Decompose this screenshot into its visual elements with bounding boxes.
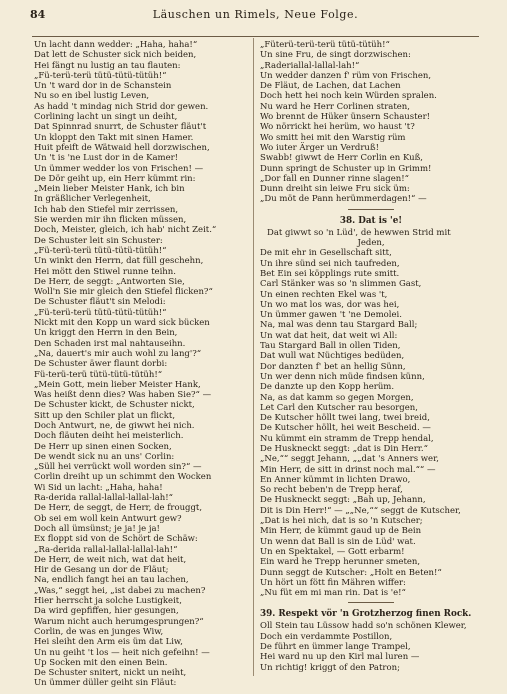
verse-line: Na, as dat kamm so gegen Morgen, [260, 392, 414, 403]
left-column [34, 40, 248, 689]
verse-line: Oll Stein tau Lüssow hadd so'n schönen Klewer, [260, 621, 467, 632]
section-separator [260, 209, 482, 210]
header-rule [32, 36, 479, 37]
verse-line: Dunn dreiht sin leiwe Fru sick üm: [260, 184, 410, 195]
verse-line: „Süll hei verrückt woll worden sin?“ — [34, 462, 202, 473]
verse-line: Doch fläuten deiht hei meisterlich. [34, 431, 184, 442]
verse-line: Hei mött den Stiwel runne teihn. [34, 266, 176, 277]
verse-line: „Mein Gott, mein lieber Meister Hank, [34, 379, 201, 390]
verse-line: Un wedder danzen f' rüm von Frischen, [260, 70, 432, 81]
verse-line: In gräßlicher Verlegenheit, [34, 194, 151, 205]
verse-line: „Fü-terü-terü tütü-tütü-tütüh!“ [34, 307, 167, 318]
verse-line: Hir de Gesang un dor de Fläut; [34, 565, 169, 576]
verse-line: „Dor fall en Dunner rinne slagen!“ [260, 173, 410, 184]
verse-line: Wo iuter Ärger un Verdruß! [260, 142, 379, 153]
verse-line: Huit pfeift de Wätwaid hell dorzwischen, [34, 142, 210, 153]
verse-line: Un 't ward dor in de Schanstein [34, 81, 172, 92]
section-38-subtitle-1: Dat giwwt so 'n Lüd', de hewwen Strid mit [267, 227, 451, 238]
page-header [30, 8, 481, 26]
verse-line: Un kloppt den Takt mit sinen Hamer. [34, 132, 194, 143]
verse-line: „Raderiallal-lallal-lah!“ [260, 60, 360, 71]
verse-line: Nu so en ibel lustig Leven, [34, 91, 150, 102]
verse-line: Hei fängt nu lustig an tau flauten: [34, 60, 181, 71]
verse-line: Doch hett hei noch kein Würden spralen. [260, 91, 437, 102]
verse-line: Dunn springt de Schuster up in Grimm! [260, 163, 432, 174]
verse-line: Dat Spinnrad snurrt, de Schuster fläut't [34, 122, 207, 133]
verse-line: Dat lett de Schuster sick nich beiden, [34, 50, 197, 61]
verse-line: Un kriggt den Herrn in den Bein, [34, 328, 178, 339]
verse-line: Un ümmer düller geiht sin Fläut: [34, 678, 177, 689]
verse-line: Hei ward nu up den Kirl mal luren — [260, 652, 420, 663]
verse-line: Un nu geiht 't los — heit nich gefeihn! — [34, 647, 210, 658]
verse-line: Min Herr, de kümmt gaud up de Bein [260, 526, 422, 537]
verse-line: Ich hab den Stiefel mir zerrissen, [34, 204, 179, 215]
verse-line: Up Socken mit den einen Bein. [34, 657, 168, 668]
verse-line: „Ne,““ seggt Jehann, „„dat 's Anners wer, [260, 454, 439, 465]
verse-line: Sie werden mir ihn flicken müssen, [34, 215, 187, 226]
verse-line: Nickt mit den Kopp un ward sick bücken [34, 318, 210, 329]
running-title: Läuschen un Rimels, Neue Folge. [152, 8, 359, 21]
verse-line: Corlining lacht un singt un deiht, [34, 112, 178, 123]
verse-line: Un sine Fru, de singt dorzwischen: [260, 50, 411, 61]
verse-line: De Kutscher höllt twei lang, twei breid, [260, 413, 430, 424]
verse-line: Da wird gepfiffen, hier gesungen, [34, 606, 179, 617]
verse-line: Was heißt denn dies? Was haben Sie?“ — [34, 390, 212, 401]
verse-line: „Fü-terü-terü tütü-tütü-tütüh!“ [34, 245, 167, 256]
verse-line: So recht beben'n de Trepp heraf, [260, 485, 403, 496]
verse-line: De wendt sick nu an uns' Corlin: [34, 451, 175, 462]
section-separator [260, 602, 482, 603]
verse-line: Un wo mat los was, dor was hei, [260, 299, 400, 310]
verse-line: Dat wull wat Nüchtiges bedüden, [260, 351, 405, 362]
verse-line: De danzte up den Kopp herüm. [260, 382, 395, 393]
section-39-title: 39. Respekt vör 'n Grotzherzog finen Rock. [260, 609, 472, 620]
verse-line: „Du möt de Pann herümmerdagen!“ — [260, 194, 427, 205]
poem-38-body [260, 248, 482, 598]
verse-line: Sitt up den Schiler plat un flickt, [34, 410, 176, 421]
verse-line: Hei sleiht den Arm eis üm dat Liw, [34, 637, 183, 648]
verse-line: De Fläut, de Lachen, dat Lachen [260, 81, 401, 92]
verse-line: Fü-terü-terü tütü-tütü-tütüh!“ [34, 369, 163, 380]
verse-line: „Na, dauert's mir auch wohl zu lang'?“ [34, 348, 202, 359]
verse-line: Hier herrscht ja solche Lustigkeit, [34, 596, 182, 607]
verse-line: Nu ward he Herr Corlinen straten, [260, 101, 410, 112]
verse-line: Doch Antwurt, ne, de giwwt hei nich. [34, 420, 195, 431]
verse-line: „Dat is hei nich, dat is so 'n Kutscher; [260, 516, 423, 527]
verse-line: „Ra-derida rallal-lallal-lallal-lah!“ [34, 544, 178, 555]
verse-line: De Schuster kickt, de Schuster nickt, [34, 400, 195, 411]
verse-line: Carl Stänker was so 'n slimmen Gast, [260, 279, 422, 290]
poem-39-body [260, 621, 482, 672]
verse-line: „Füterü-terü-terü tütü-tütüh!“ [260, 40, 390, 50]
verse-line: Let Carl den Kutscher rau besorgen, [260, 402, 418, 413]
verse-line: Wo nörrickt hei herüm, wo haust 't? [260, 122, 415, 133]
verse-line: De Kutscher höllt, hei weit Bescheid. — [260, 423, 431, 434]
verse-line: De Schuster leit sin Schuster: [34, 235, 163, 246]
poem-37-ending [260, 40, 482, 205]
verse-line: De Huskneckt seggt: „dat is Din Herr.“ [260, 443, 428, 454]
verse-line: Dit is Din Herr!“ — „„Ne,““ seggt de Kutscher, [260, 505, 461, 516]
column-divider [253, 38, 254, 676]
verse-line: Un wer denn nich müde findsen künn, [260, 371, 425, 382]
verse-line: Un einen rechten Ekel was 't, [260, 289, 388, 300]
verse-line: Corlin dreiht up un schimmt den Wocken [34, 472, 212, 483]
verse-line: Un en Spektakel, — Gott erbarm! [260, 546, 405, 557]
verse-line: Wo brennt de Hüker ünsern Schauster! [260, 112, 431, 123]
verse-line: Un hört un fött fin Mähren wiffer: [260, 577, 406, 588]
verse-line: „Mein lieber Meister Hank, ich bin [34, 184, 185, 195]
verse-line: Wi Sid un lacht: „Haha, haha! [34, 482, 163, 493]
verse-line: Corlin, de was en junges Wiw, [34, 626, 164, 637]
verse-line: De Herr, de seggt: „Antworten Sie, [34, 276, 185, 287]
verse-line: De Schuster äwer flaunt dorbi: [34, 359, 168, 370]
verse-line: Bet Ein sei köpplings rute smitt. [260, 268, 400, 279]
verse-line: De Schuster fläut't sin Melodi: [34, 297, 166, 308]
page-number: 84 [30, 8, 46, 21]
verse-line: Na, mal was denn tau Stargard Ball; [260, 320, 418, 331]
verse-line: Ein ward he Trepp herunner smeten, [260, 557, 421, 568]
verse-line: Un 't is 'ne Lust dor in de Kamer! [34, 153, 179, 164]
verse-line: De mit ehr in Gesellschaft sitt, [260, 248, 392, 259]
verse-line: „Nu füt em mi man rin. Dat is 'e!“ [260, 588, 406, 599]
verse-line: Tau Stargard Ball in ollen Tiden, [260, 341, 401, 352]
verse-line: Ob sei em woll kein Antwurt gew? [34, 513, 182, 524]
verse-line: „Was,“ seggt hei, „ist dabei zu machen? [34, 585, 206, 596]
verse-line: Ex floppt sid von de Schört de Schäw: [34, 534, 198, 545]
verse-line: Un ümmer wedder los von Frischen! — [34, 163, 204, 174]
section-38-subtitle-2: Jeden, [357, 238, 385, 249]
verse-line: Na, endlich fangt hei an tau lachen, [34, 575, 189, 586]
verse-line: Un ihre sünd sei nich taufreden, [260, 258, 400, 269]
verse-line: Un wat dat heit, dat weit wi All: [260, 330, 398, 341]
verse-line: Nu kümmt ein stramm de Trepp hendal, [260, 433, 434, 444]
verse-line: Wo smitt hei mit den Warstig rüm [260, 132, 406, 143]
verse-line: Un richtig! kriggt of den Patron; [260, 662, 400, 673]
verse-line: De Herr, de weit nich, wat dat heit, [34, 554, 187, 565]
verse-line: Un winkt den Herrn, dat füll geschehn, [34, 256, 204, 267]
verse-line: As hadd 't mindag nich Strid dor gewen. [34, 101, 209, 112]
verse-line: Doch all ümsünst; je ja! je ja! [34, 523, 160, 534]
verse-line: De führt en ümmer lange Trampel, [260, 642, 411, 653]
right-column [260, 40, 482, 673]
verse-line: De Schuster snitert, nickt un neiht, [34, 668, 187, 679]
verse-line: En Anner kümmt in lichten Drawo, [260, 474, 411, 485]
verse-line: Dunn seggt de Kutscher: „Holt en Beten!“ [260, 567, 442, 578]
verse-line: Min Herr, de sitt in drinst noch mal.““ — [260, 464, 436, 475]
verse-line: Doch ein verdammte Postillon, [260, 631, 393, 642]
verse-line: Den Schaden irst mal nahtauseihn. [34, 338, 186, 349]
verse-line: De Herr, de seggt, de Herr, de frouggt, [34, 503, 203, 514]
verse-line: „Fü-terü-terü tütü-tütü-tütüh!“ [34, 70, 167, 81]
verse-line: De Huskneckt seggt: „Bah up, Jehann, [260, 495, 426, 506]
verse-line: Swabb! giwwt de Herr Corlin en Kuß, [260, 153, 423, 164]
verse-line: De Herr up sinen einen Socken, [34, 441, 172, 452]
verse-line: Un ümmer gawen 't 'ne Demolei. [260, 310, 402, 321]
verse-line: De Dör geiht up, ein Herr kümmt rin: [34, 173, 196, 184]
verse-line: Doch, Meister, gleich, ich hab' nicht Zeit.“ [34, 225, 217, 236]
section-38-title: 38. Dat is 'e! [339, 215, 403, 226]
verse-line: Un lacht dann wedder: „Haha, haha!“ [34, 40, 198, 50]
verse-line: Warum nicht auch herumgesprungen?“ [34, 616, 204, 627]
verse-line: Woll'n Sie mir gleich den Stiefel flicken?“ [34, 287, 213, 298]
verse-line: Dor danzten f' bet an hellig Sünn, [260, 361, 406, 372]
verse-line: Un wenn dat Ball is sin de Lüd' wat. [260, 536, 416, 547]
verse-line: Ra-derida rallal-lallal-lallal-lah!“ [34, 493, 174, 504]
